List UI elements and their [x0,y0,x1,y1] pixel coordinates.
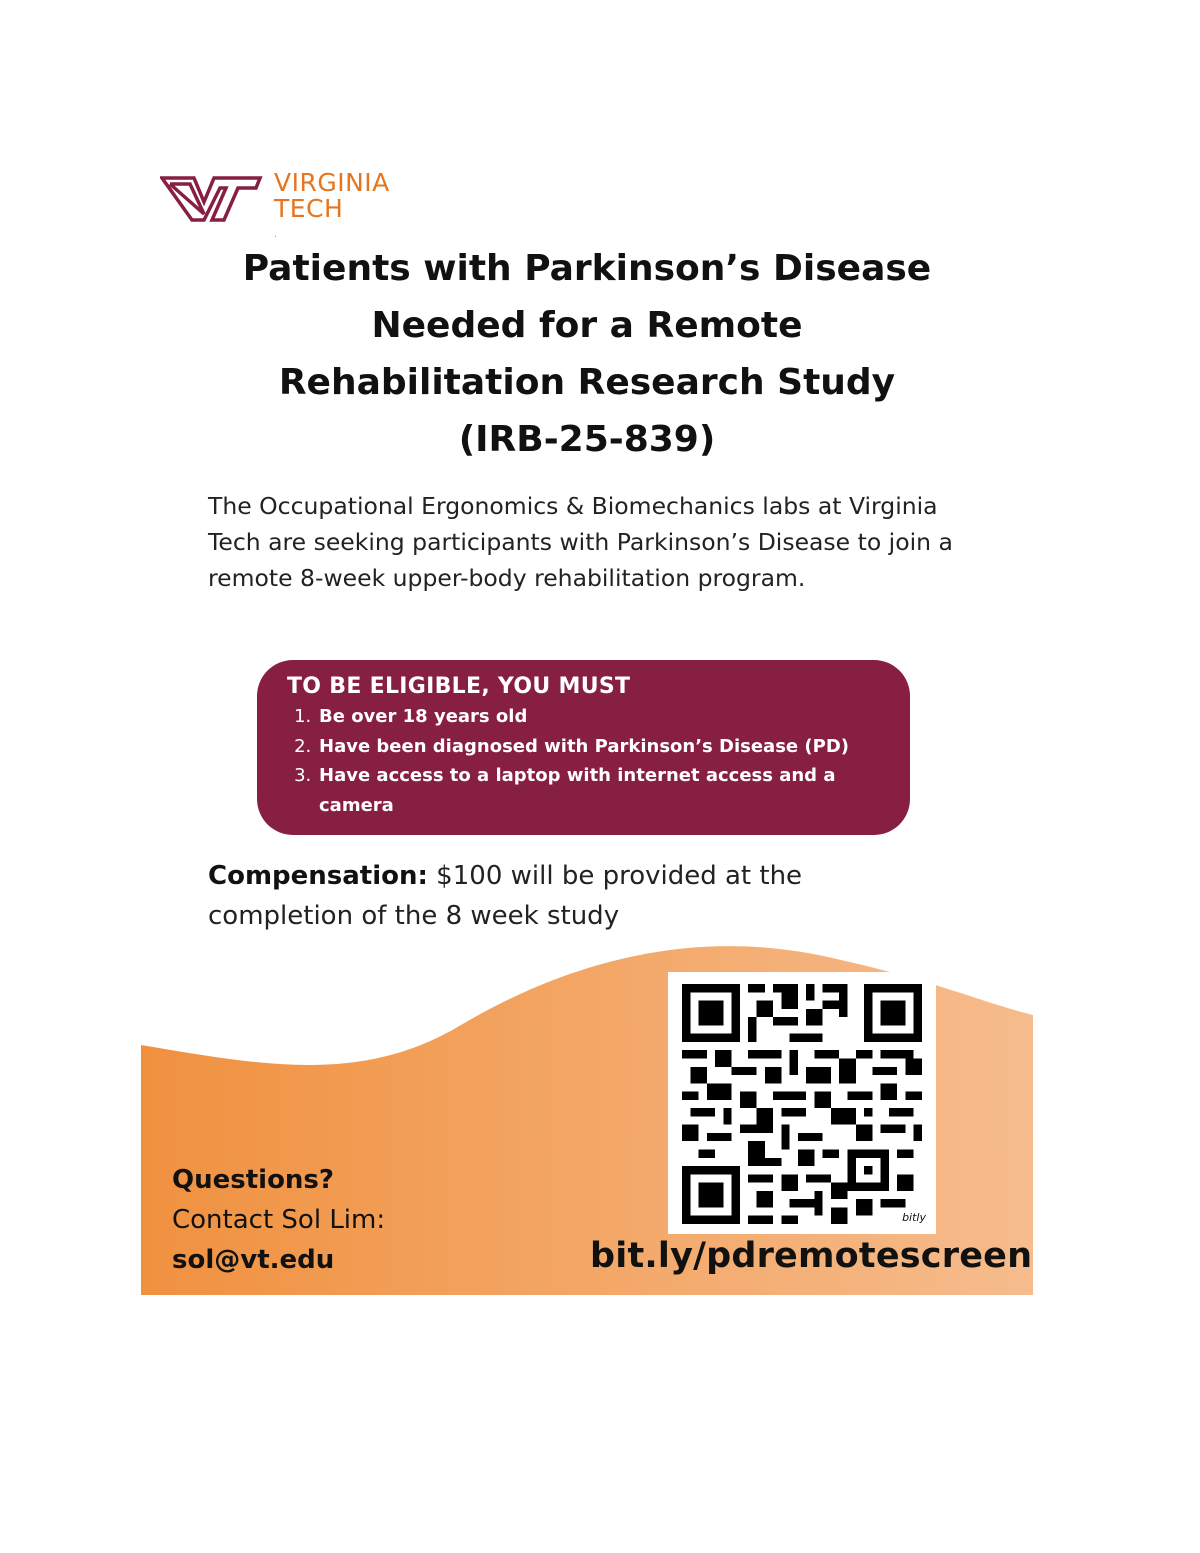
intro-paragraph: The Occupational Ergonomics & Biomechanics labs at Virginia Tech are seeking participants with Parkinson’s Disease to join a remote 8-week upper-body rehabilitation program. [208,492,953,592]
contact-block [172,1160,385,1280]
logo-line-virginia: VIRGINIA [274,168,390,197]
eligibility-item: 3. Have access to a laptop with internet access and a camera [317,761,886,820]
eligibility-heading: TO BE ELIGIBLE, YOU MUST [287,674,631,699]
page-title [150,240,1024,468]
eligibility-list [287,702,886,820]
title-line-4: (IRB-25-839) [458,419,716,460]
vt-mark-icon [160,172,264,224]
screening-link[interactable]: bit.ly/pdremotescreen [590,1236,1033,1276]
bitly-brand: bitly [902,1211,926,1224]
title-line-1: Patients with Parkinson’s Disease [242,248,932,289]
contact-email[interactable]: sol@vt.edu [172,1245,335,1275]
compensation [208,856,928,936]
qr-code[interactable] [668,972,936,1234]
logo-wordmark [274,170,390,248]
virginia-tech-logo [160,168,440,240]
title-line-2: Needed for a Remote [371,305,803,346]
eligibility-box [257,660,910,835]
logo-line-tech: TECH . [274,194,344,240]
eligibility-item: 1. Be over 18 years old [317,702,886,732]
compensation-label: Compensation: [208,861,428,891]
eligibility-item: 2. Have been diagnosed with Parkinson’s Disease (PD) [317,732,886,762]
compensation-text: $100 will be provided at the completion of the 8 week study [208,861,803,931]
qr-code-icon [682,984,922,1224]
title-line-3: Rehabilitation Research Study [278,362,896,403]
contact-line: Contact Sol Lim: [172,1205,386,1235]
contact-heading: Questions? [172,1165,334,1195]
